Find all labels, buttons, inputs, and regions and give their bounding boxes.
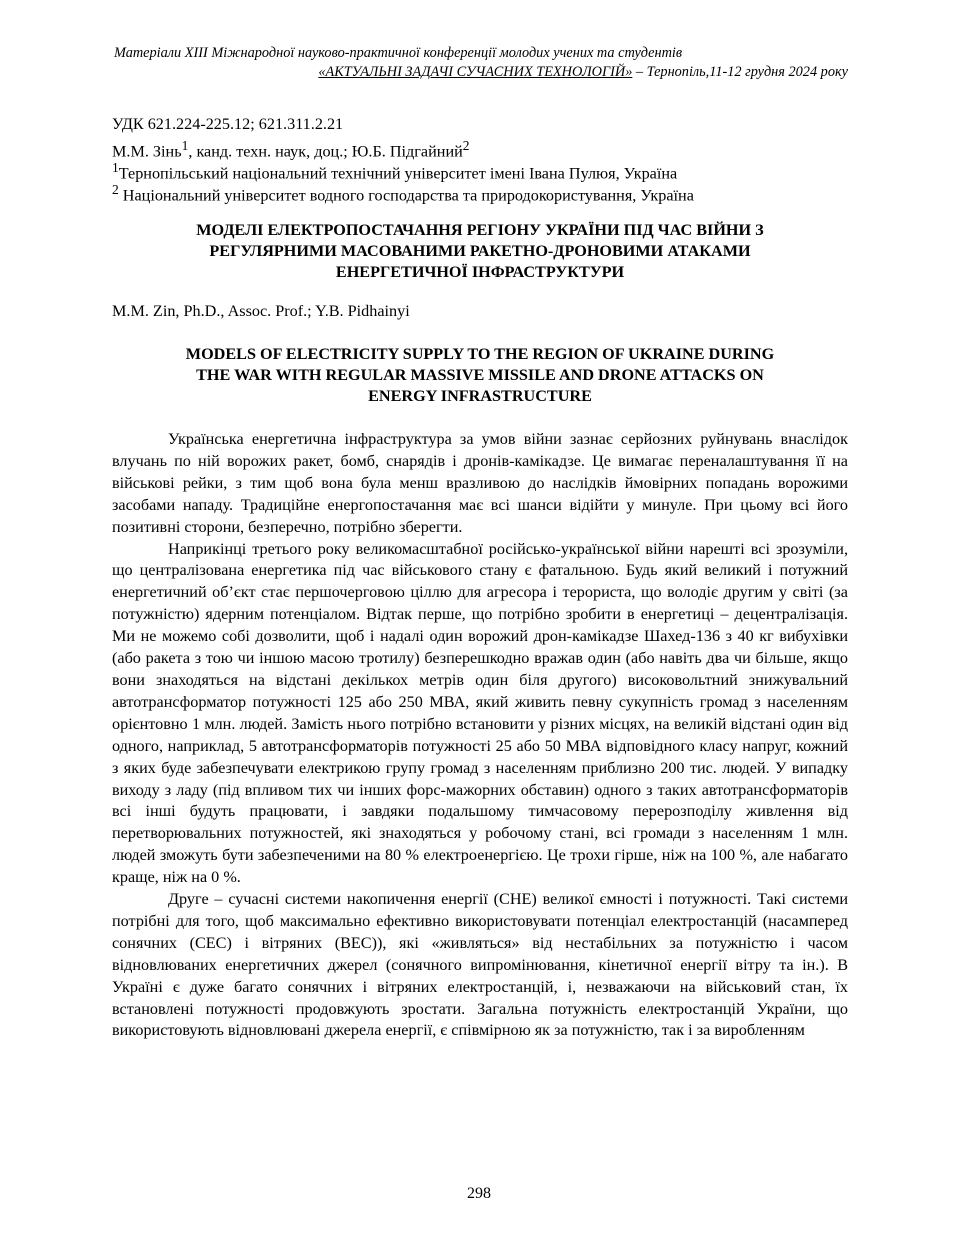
body-text xyxy=(112,429,848,1042)
affiliation-1-mark: 1 xyxy=(112,160,119,175)
title-uk xyxy=(112,220,848,283)
title-uk-line-2: РЕГУЛЯРНИМИ МАСОВАНИМИ РАКЕТНО-ДРОНОВИМИ АТАКАМИ xyxy=(209,242,751,260)
header-conference-name: «АКТУАЛЬНІ ЗАДАЧІ СУЧАСНИХ ТЕХНОЛОГІЙ» xyxy=(318,64,633,80)
header-place-date: – Тернопіль,11-12 грудня 2024 року xyxy=(632,64,848,80)
title-en xyxy=(112,344,848,407)
header-line-1: Матеріали XIII Міжнародної науково-практичної конференції молодих учених та студентів xyxy=(114,45,683,61)
author-1-name: М.М. Зінь xyxy=(112,142,182,161)
title-en-line-2: THE WAR WITH REGULAR MASSIVE MISSILE AND DRONE ATTACKS ON xyxy=(196,366,764,384)
affiliation-2-mark: 2 xyxy=(112,182,119,197)
affiliation-1-text: Тернопільський національний технічний університет імені Івана Пулюя, Україна xyxy=(118,164,678,183)
affiliation-2 xyxy=(112,179,852,206)
title-en-line-1: MODELS OF ELECTRICITY SUPPLY TO THE REGION OF UKRAINE DURING xyxy=(185,345,775,363)
authors-en: M.M. Zin, Ph.D., Assoc. Prof.; Y.B. Pidhainyi xyxy=(112,302,410,320)
page-number: 298 xyxy=(467,1185,491,1202)
title-uk-line-3: ЕНЕРГЕТИЧНОЇ ІНФРАСТРУКТУРИ xyxy=(335,263,625,281)
udc-code: УДК 621.224-225.12; 621.311.2.21 xyxy=(112,115,344,133)
title-uk-line-1: МОДЕЛІ ЕЛЕКТРОПОСТАЧАННЯ РЕГІОНУ УКРАЇНИ ПІД ЧАС ВІЙНИ З xyxy=(196,221,764,239)
running-header xyxy=(60,44,848,82)
paragraph-2: Наприкінці третього року великомасштабної російсько-української війни нарешті всі зрозуміли, що централізована енергетика під час військового стану є фатальною. Будь який великий і потужний енергетичний об’єкт стає першочерговою ціллю для агресора і терориста, що володіє другим у світі (за потужністю) ядерним потенціалом. Відтак перше, що потрібно зробити в енергетиці – децентралізація. Ми не можемо собі дозволити, щоб і надалі один ворожий дрон-камікадзе Шахед-136 з 40 кг вибухівки (або ракета з тою чи іншою масою тротилу) безперешкодно вражав один (або навіть два чи більше, якщо вони знаходяться на відстані декількох метрів один біля другого) високовольтний знижувальний автотрансформатор потужності 125 або 250 МВА, який живить певну сукупність громад з населенням орієнтовно 1 млн. людей. Замість нього потрібно встановити у різних місцях, на великій відстані один від одного, наприклад, 5 автотрансформаторів потужності 25 або 50 МВА відповідного класу напруг, кожний з яких буде забезпечувати електрикою групу громад з населенням приблизно 200 тис. людей. У випадку виходу з ладу (під впливом тих чи інших форс-мажорних обставин) одного з таких автотрансформаторів всі інші будуть працювати, і завдяки подальшому тимчасовому перерозподілу живлення від перетворювальних потужностей, які знаходяться у робочому стані, всі громади з населенням 1 млн. людей зможуть бути забезпеченими на 80 % електроенергією. Це трохи гірше, ніж на 100 %, але набагато краще, ніж на 0 %. xyxy=(112,539,848,887)
paragraph-1: Українська енергетична інфраструктура за умов війни зазнає серйозних руйнувань внаслідок влучань по ній ворожих ракет, бомб, снарядів і дронів-камікадзе. Це вимагає переналаштування її на військові рейки, з тим щоб вона була менш вразливою до наслідків ймовірних попадань ворожими засобами нападу. Традиційне енергопостачання має всі шанси відійти у минуле. При цьому всі його позитивні сторони, безперечно, потрібно зберегти. xyxy=(112,430,848,536)
paragraph-3: Друге – сучасні системи накопичення енергії (СНЕ) великої ємності і потужності. Такі системи потрібні для того, щоб максимально ефективно використовувати потенціал електростанцій (насамперед сонячних (СЕС) і вітряних (ВЕС)), які «живляться» від нестабільних за потужністю і часом відновлюваних енергетичних джерел (сонячного випромінювання, кінетичної енергії вітру та ін.). В Україні є дуже багато сонячних і вітряних електростанцій, і, незважаючи на військовий стан, їх встановлені потужності продовжують зростати. Загальна потужність електростанцій України, що використовують відновлювані джерела енергії, є співмірною як за потужністю, так і за виробленням xyxy=(112,890,848,1040)
affiliation-2-text: Національний університет водного господарства та природокористування, Україна xyxy=(118,186,694,205)
authors-uk-rest: , канд. техн. наук, доц.; Ю.Б. Підгайний xyxy=(188,142,463,161)
author-1-affil-mark: 1 xyxy=(181,138,189,153)
author-2-affil-mark: 2 xyxy=(462,138,470,153)
title-en-line-3: ENERGY INFRASTRUCTURE xyxy=(368,387,592,405)
